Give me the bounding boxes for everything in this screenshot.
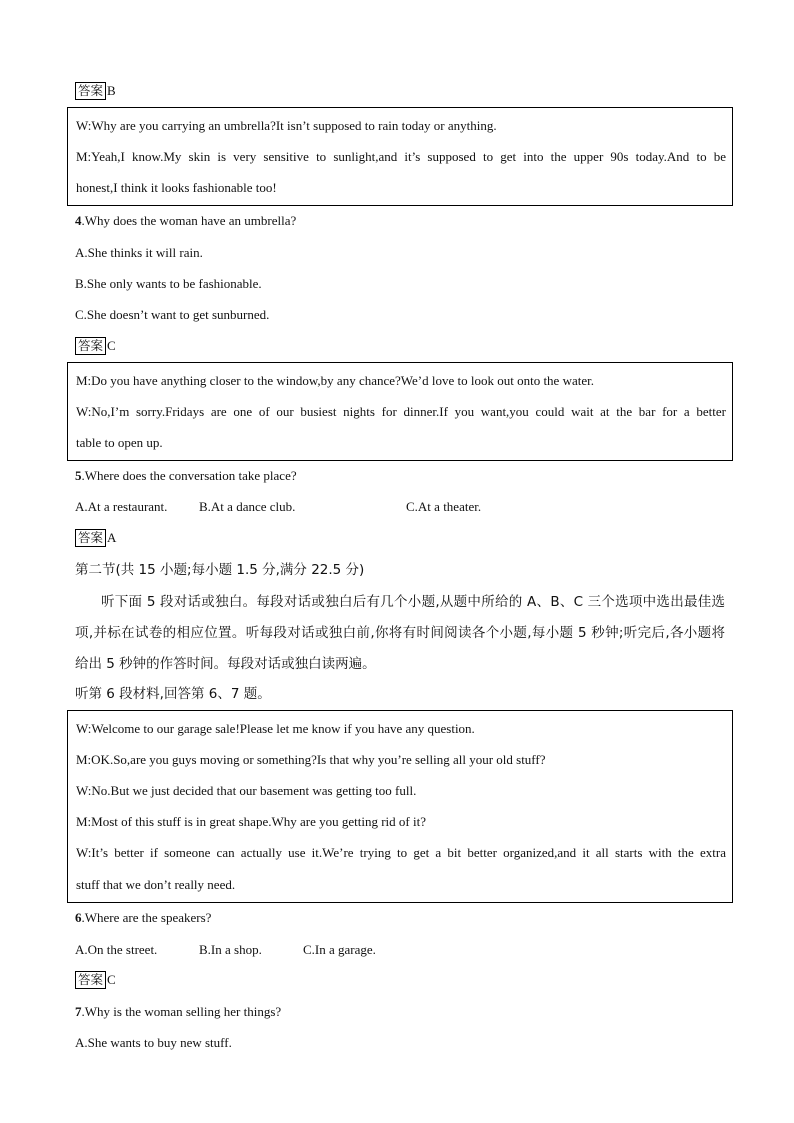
question-text: .Where are the speakers? <box>81 910 212 925</box>
dialogue-box-2 <box>67 362 733 461</box>
dialogue-line: M:OK.So,are you guys moving or something?Is that why you’re selling all your old stuff? <box>76 752 546 767</box>
material-label: 听第 6 段材料,回答第 6、7 题。 <box>75 686 271 702</box>
question-5 <box>75 467 297 485</box>
answer-letter: C <box>107 338 116 353</box>
answer-row-6 <box>75 971 116 989</box>
dialogue-line: W:Why are you carrying an umbrella?It isn’t supposed to rain today or anything. <box>76 118 497 133</box>
dialogue-line: M:Yeah,I know.My skin is very sensitive to sunlight,and it’s supposed to get into the upper 90s today.And to be <box>76 149 726 164</box>
option-a: A.On the street. <box>75 942 158 957</box>
options-row <box>75 498 481 516</box>
dialogue-line: honest,I think it looks fashionable too! <box>76 180 277 195</box>
option-c: C.She doesn’t want to get sunburned. <box>75 307 270 322</box>
dialogue-line: stuff that we don’t really need. <box>76 877 236 892</box>
dialogue-line: table to open up. <box>76 435 163 450</box>
answer-letter: A <box>107 530 117 545</box>
answer-badge: 答案 <box>75 337 106 355</box>
dialogue-line: W:No.But we just decided that our basement was getting too full. <box>76 783 417 798</box>
option-a: A.At a restaurant. <box>75 499 168 514</box>
instructions-line: 听下面 5 段对话或独白。每段对话或独白后有几个小题,从题中所给的 A、B、C 三个选项中选出最佳选 <box>101 594 725 610</box>
answer-badge: 答案 <box>75 529 106 547</box>
question-number: 4 <box>75 213 82 228</box>
question-number: 6 <box>75 910 82 925</box>
options-row <box>75 941 376 959</box>
dialogue-line: W:It’s better if someone can actually use it.We’re trying to get a bit better organized,and it all starts with the extra <box>76 845 726 860</box>
question-number: 5 <box>75 468 82 483</box>
answer-badge: 答案 <box>75 971 106 989</box>
option-a: A.She thinks it will rain. <box>75 245 203 260</box>
option-b: B.In a shop. <box>199 942 262 957</box>
option-b: B.She only wants to be fashionable. <box>75 276 262 291</box>
section-heading: 第二节(共 15 小题;每小题 1.5 分,满分 22.5 分) <box>75 562 365 578</box>
dialogue-box-1 <box>67 107 733 206</box>
option-a: A.She wants to buy new stuff. <box>75 1035 232 1050</box>
answer-letter: C <box>107 972 116 987</box>
dialogue-box-3 <box>67 710 733 903</box>
dialogue-line: M:Do you have anything closer to the window,by any chance?We’d love to look out onto the water. <box>76 373 594 388</box>
instructions-line: 项,并标在试卷的相应位置。听每段对话或独白前,你将有时间阅读各个小题,每小题 5 秒钟;听完后,各小题将 <box>75 625 725 641</box>
answer-letter: B <box>107 83 116 98</box>
question-number: 7 <box>75 1004 82 1019</box>
question-7 <box>75 1003 281 1021</box>
option-c: C.In a garage. <box>303 942 376 957</box>
option-b: B.At a dance club. <box>199 499 296 514</box>
dialogue-line: M:Most of this stuff is in great shape.Why are you getting rid of it? <box>76 814 426 829</box>
section-instructions <box>75 587 725 680</box>
question-4 <box>75 212 296 230</box>
dialogue-line: W:No,I’m sorry.Fridays are one of our busiest nights for dinner.If you want,you could wait at the bar for a better <box>76 404 726 419</box>
answer-badge: 答案 <box>75 82 106 100</box>
answer-row-5 <box>75 529 116 547</box>
question-text: .Why does the woman have an umbrella? <box>81 213 297 228</box>
option-c: C.At a theater. <box>406 499 482 514</box>
answer-row-4 <box>75 337 116 355</box>
question-6 <box>75 909 211 927</box>
answer-row-3 <box>75 82 116 100</box>
dialogue-line: W:Welcome to our garage sale!Please let me know if you have any question. <box>76 721 475 736</box>
question-text: .Why is the woman selling her things? <box>81 1004 282 1019</box>
question-text: .Where does the conversation take place? <box>81 468 297 483</box>
instructions-line: 给出 5 秒钟的作答时间。每段对话或独白读两遍。 <box>75 656 376 672</box>
